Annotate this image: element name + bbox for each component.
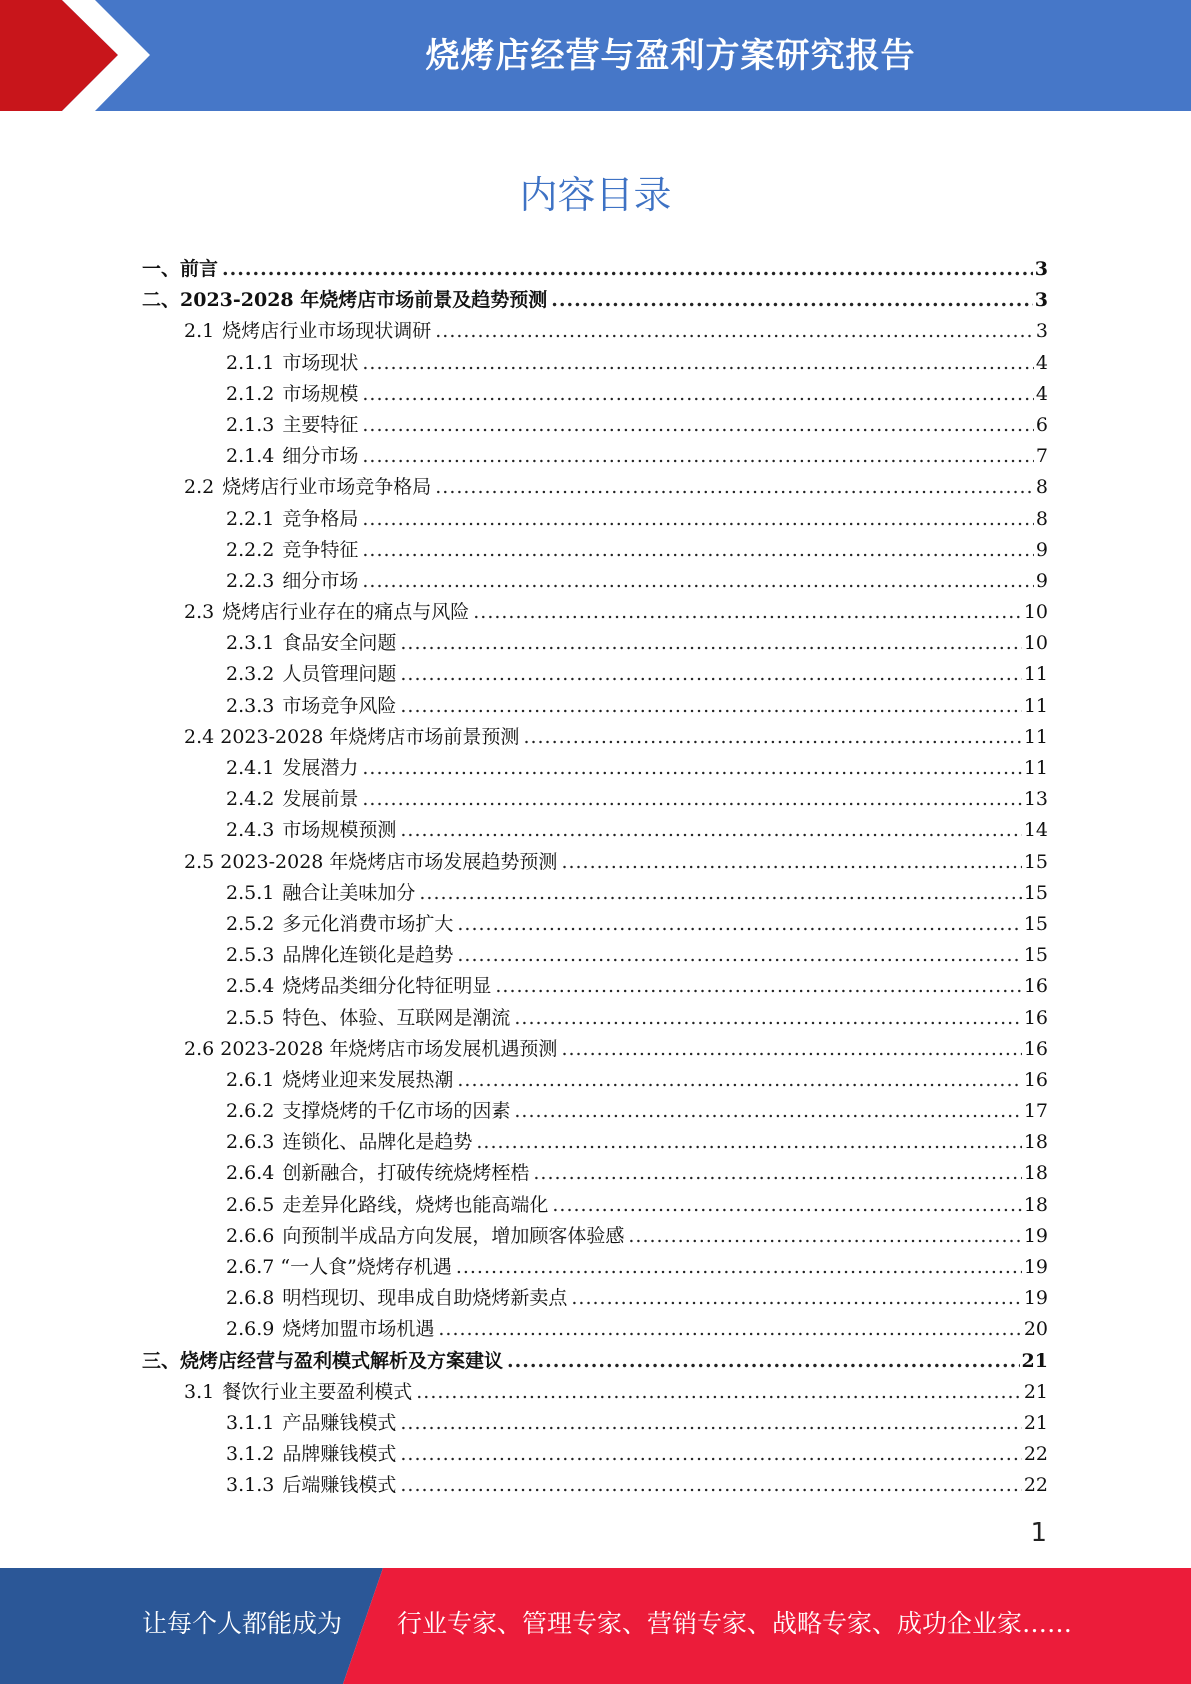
toc-entry-number: 2.5.1 [226,881,275,904]
toc-entry-title: 三、烧烤店经营与盈利模式解析及方案建议 [142,1349,504,1372]
toc-entry[interactable] [142,691,1048,722]
toc-entry-page: 10 [1023,632,1048,655]
toc-leader-dots [400,815,1021,846]
toc-entry[interactable] [142,1283,1048,1314]
toc-entry[interactable] [142,971,1048,1002]
toc-entry-number: 2.6.5 [226,1193,275,1216]
toc-entry-page: 19 [1023,1256,1048,1278]
toc-leader-dots [628,1221,1021,1252]
toc-leader-dots [400,1408,1021,1439]
toc-entry-number: 2.1.4 [226,445,275,468]
toc-entry-title: 食品安全问题 [282,632,397,655]
toc-leader-dots [400,659,1021,690]
toc-entry-title: 竞争特征 [282,538,359,561]
toc-entry-title: 特色、体验、互联网是潮流 [282,1006,511,1029]
toc-leader-dots [551,285,1033,316]
toc-entry-title: 烧烤加盟市场机遇 [282,1318,435,1341]
toc-entry-title: 向预制半成品方向发展，增加顾客体验感 [282,1224,625,1247]
toc-entry-number: 3.1.1 [226,1411,275,1434]
toc-entry[interactable] [142,909,1048,940]
report-title: 烧烤店经营与盈利方案研究报告 [425,36,916,76]
toc-leader-dots [362,535,1034,566]
toc-entry[interactable] [142,1346,1048,1377]
toc-entry-page: 13 [1023,788,1048,811]
toc-entry-page: 4 [1035,382,1048,405]
toc-leader-dots [362,504,1034,535]
toc-entry-number: 2.4.2 [226,788,275,811]
page-footer [0,1568,1191,1684]
toc-entry-number: 2.2 [184,476,215,499]
toc-entry[interactable] [142,285,1048,316]
toc-leader-dots [552,1190,1021,1221]
toc-entry[interactable] [142,597,1048,628]
toc-entry-page: 16 [1023,1006,1048,1029]
page-number: 1 [1030,1518,1047,1548]
toc-entry-page: 8 [1035,476,1048,499]
toc-entry-page: 9 [1035,538,1048,561]
toc-entry[interactable] [142,1252,1048,1283]
toc-entry-title: 二、2023-2028 年烧烤店市场前景及趋势预测 [142,289,548,312]
toc-entry-page: 4 [1035,351,1048,374]
toc-entry[interactable] [142,1158,1048,1189]
toc-entry[interactable] [142,753,1048,784]
toc-entry-page: 6 [1035,413,1048,436]
toc-entry[interactable] [142,1314,1048,1345]
toc-entry-title: 连锁化、品牌化是趋势 [282,1131,473,1154]
toc-leader-dots [362,379,1034,410]
toc-entry[interactable] [142,504,1048,535]
toc-entry[interactable] [142,1096,1048,1127]
toc-entry-page: 9 [1035,569,1048,592]
toc-entry-title: 融合让美味加分 [282,881,416,904]
toc-entry-page: 21 [1021,1349,1048,1372]
toc-entry[interactable] [142,379,1048,410]
toc-entry-page: 3 [1035,320,1048,343]
toc-entry-page: 18 [1023,1162,1048,1185]
toc-entry[interactable] [142,1470,1048,1501]
toc-entry-title: 发展潜力 [282,757,359,779]
toc-entry-title: 品牌化连锁化是趋势 [282,944,454,967]
page-header [0,0,1191,111]
toc-entry-title: 支撑烧烤的千亿市场的因素 [282,1100,511,1123]
toc-leader-dots [400,628,1021,659]
toc-entry[interactable] [142,1034,1048,1065]
toc-entry[interactable] [142,1065,1048,1096]
toc-entry-title: 品牌赚钱模式 [282,1443,397,1466]
toc-entry-page: 14 [1023,819,1048,842]
toc-leader-dots [473,597,1022,628]
toc-entry-title: 竞争格局 [282,507,359,530]
toc-entry[interactable] [142,659,1048,690]
toc-entry-title: 细分市场 [282,445,359,468]
toc-entry-page: 16 [1023,1037,1048,1060]
toc-leader-dots [362,784,1021,815]
toc-entry-title: 产品赚钱模式 [282,1411,397,1434]
toc-entry-number: 2.4.3 [226,819,275,842]
toc-leader-dots [362,410,1034,441]
toc-entry-title: 餐饮行业主要盈利模式 [222,1380,413,1403]
toc-leader-dots [362,348,1034,379]
toc-entry-page: 18 [1023,1131,1048,1154]
toc-entry[interactable] [142,566,1048,597]
footer-slogan-right: 行业专家、管理专家、营销专家、战略专家、成功企业家…… [397,1609,1073,1638]
toc-entry-title: 2.6 2023-2028 年烧烤店市场发展机遇预测 [184,1037,558,1060]
toc-entry-title: 多元化消费市场扩大 [282,912,454,935]
toc-entry[interactable] [142,1377,1048,1408]
toc-entry[interactable] [142,878,1048,909]
toc-leader-dots [507,1346,1020,1377]
toc-entry[interactable] [142,1221,1048,1252]
toc-entry-title: 发展前景 [282,788,359,811]
toc-entry-title: 主要特征 [282,413,359,436]
toc-leader-dots [419,878,1021,909]
toc-leader-dots [533,1158,1021,1189]
toc-entry-page: 21 [1023,1380,1048,1403]
toc-entry-title: 2.4 2023-2028 年烧烤店市场前景预测 [184,725,520,748]
toc-entry-page: 15 [1023,850,1048,873]
toc-entry[interactable] [142,1190,1048,1221]
toc-entry-page: 11 [1023,694,1048,717]
toc-leader-dots [416,1377,1022,1408]
toc-entry-number: 2.2.3 [226,569,275,592]
toc-entry-title: 烧烤店行业市场竞争格局 [222,476,432,499]
toc-leader-dots [400,1439,1021,1470]
toc-entry-number: 2.4.1 [226,757,275,779]
toc-entry-number: 3.1.2 [226,1443,275,1466]
toc-entry-title: 走差异化路线，烧烤也能高端化 [282,1193,549,1216]
toc-leader-dots [457,1065,1021,1096]
toc-entry[interactable] [142,1003,1048,1034]
toc-leader-dots [495,971,1021,1002]
toc-entry-title: 人员管理问题 [282,663,397,686]
toc-entry-page: 19 [1023,1287,1048,1310]
toc-leader-dots [514,1003,1021,1034]
toc-entry-page: 22 [1023,1443,1048,1466]
toc-entry-number: 2.6.9 [226,1318,275,1341]
toc-entry-number: 2.6.1 [226,1068,275,1091]
toc-entry-title: 细分市场 [282,569,359,592]
toc-entry[interactable] [142,1127,1048,1158]
toc-leader-dots [456,1252,1022,1283]
toc-entry-number: 2.1.1 [226,351,275,374]
toc-leader-dots [438,1314,1021,1345]
toc-entry-number: 2.6.6 [226,1224,275,1247]
toc-entry[interactable] [142,410,1048,441]
toc-entry-page: 11 [1023,725,1048,748]
toc-leader-dots [362,753,1021,784]
toc-entry-number: 2.6.4 [226,1162,275,1185]
toc-entry-number: 2.1 [184,320,215,343]
toc-entry-number: 2.2.1 [226,507,275,530]
toc-entry[interactable] [142,1408,1048,1439]
toc-entry[interactable] [142,784,1048,815]
toc-entry[interactable] [142,722,1048,753]
toc-entry-number: 2.5.3 [226,944,275,967]
toc-entry-number: 2.6.8 [226,1287,275,1310]
toc-entry-page: 18 [1023,1193,1048,1216]
toc-leader-dots [476,1127,1021,1158]
toc-entry-number: 3.1.3 [226,1474,275,1497]
toc-leader-dots [457,909,1021,940]
toc-entry-number: 2.1.3 [226,413,275,436]
toc-entry-title: 烧烤店行业存在的痛点与风险 [222,601,470,624]
toc-leader-dots [457,940,1021,971]
toc-entry-title: 后端赚钱模式 [282,1474,397,1497]
toc-entry-page: 10 [1023,601,1048,624]
toc-leader-dots [222,254,1033,285]
toc-entry-title: 市场规模预测 [282,819,397,842]
toc-leader-dots [400,1470,1021,1501]
toc-entry-number: 2.5.2 [226,912,275,935]
toc-entry-title: 2.6.7 “一人食”烧烤存机遇 [226,1256,452,1278]
toc-entry-page: 15 [1023,881,1048,904]
toc-leader-dots [561,847,1021,878]
toc-entry-page: 16 [1023,975,1048,998]
toc-entry[interactable] [142,940,1048,971]
toc-entry-number: 2.2.2 [226,538,275,561]
header-arrow-decoration [0,0,160,111]
toc-leader-dots [362,566,1034,597]
toc-entry-number: 2.1.2 [226,382,275,405]
toc-entry-number: 2.3.1 [226,632,275,655]
toc-entry-page: 11 [1023,663,1048,686]
toc-entry-number: 3.1 [184,1380,215,1403]
toc-entry[interactable] [142,535,1048,566]
toc-entry-page: 15 [1023,912,1048,935]
toc-entry[interactable] [142,348,1048,379]
footer-slogan-left: 让每个人都能成为 [142,1609,343,1638]
toc-entry-title: 2.5 2023-2028 年烧烤店市场发展趋势预测 [184,850,558,873]
toc-leader-dots [571,1283,1021,1314]
toc-entry-title: 烧烤店行业市场现状调研 [222,320,432,343]
toc-leader-dots [435,472,1034,503]
toc-entry-number: 2.5.5 [226,1006,275,1029]
toc-entry-title: 市场现状 [282,351,359,374]
toc-entry-title: 明档现切、现串成自助烧烤新卖点 [282,1287,568,1310]
toc-entry-page: 8 [1035,507,1048,530]
toc-entry-page: 22 [1023,1474,1048,1497]
toc-entry[interactable] [142,254,1048,285]
toc-entry-page: 15 [1023,944,1048,967]
toc-entry-number: 2.3.3 [226,694,275,717]
toc-entry-page: 3 [1034,289,1048,312]
toc-leader-dots [523,722,1021,753]
toc-entry-page: 21 [1023,1411,1048,1434]
toc-entry-page: 20 [1023,1318,1048,1341]
toc-entry[interactable] [142,628,1048,659]
toc-entry-page: 3 [1034,258,1048,280]
toc-entry[interactable] [142,1439,1048,1470]
toc-entry-number: 2.3.2 [226,663,275,686]
toc-entry-page: 17 [1023,1100,1048,1123]
toc-leader-dots [400,691,1021,722]
toc-entry-title: 市场规模 [282,382,359,405]
toc-leader-dots [514,1096,1021,1127]
toc-leader-dots [362,441,1034,472]
toc-heading: 内容目录 [519,173,672,217]
toc-entry-title: 一、前言 [142,258,219,280]
toc-leader-dots [561,1034,1021,1065]
toc-entry[interactable] [142,316,1048,347]
toc-entry-title: 创新融合，打破传统烧烤桎梏 [282,1162,530,1185]
toc-entry-page: 7 [1035,445,1048,468]
toc-entry[interactable] [142,441,1048,472]
toc-entry-number: 2.6.2 [226,1100,275,1123]
table-of-contents [142,254,1048,1502]
toc-entry[interactable] [142,815,1048,846]
toc-entry[interactable] [142,847,1048,878]
toc-entry-number: 2.5.4 [226,975,275,998]
toc-entry-title: 市场竞争风险 [282,694,397,717]
toc-entry-title: 烧烤业迎来发展热潮 [282,1068,454,1091]
toc-entry-page: 11 [1023,757,1048,779]
toc-entry-number: 2.3 [184,601,215,624]
toc-entry-title: 烧烤品类细分化特征明显 [282,975,492,998]
toc-entry-page: 16 [1023,1068,1048,1091]
toc-entry-number: 2.6.3 [226,1131,275,1154]
toc-entry-page: 19 [1023,1224,1048,1247]
toc-entry[interactable] [142,472,1048,503]
toc-leader-dots [435,316,1034,347]
